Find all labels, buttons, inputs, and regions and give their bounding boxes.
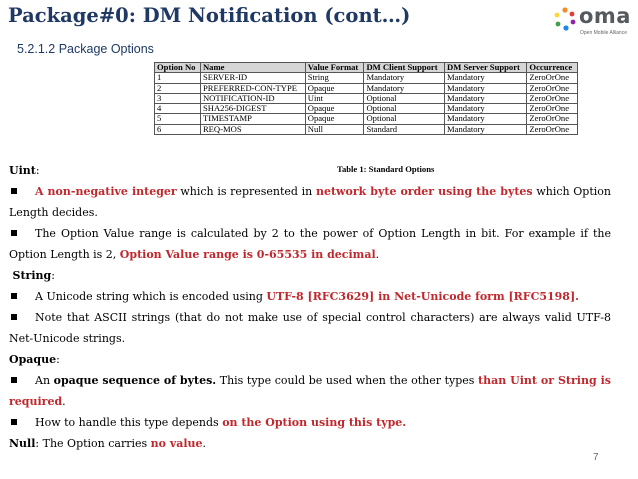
- column-header: Option No: [155, 63, 201, 73]
- table-cell: Uint: [305, 93, 364, 103]
- table-cell: Opaque: [305, 104, 364, 114]
- opaque-heading: Opaque:: [9, 353, 60, 366]
- table-cell: Opaque: [305, 83, 364, 93]
- table-cell: REQ-MOS: [200, 124, 305, 134]
- logo-wordmark: oma: [579, 4, 631, 28]
- table-cell: 4: [155, 104, 201, 114]
- body-text: A Unicode string which is encoded using: [35, 290, 267, 303]
- string-bullet-1: [9, 286, 611, 307]
- table-cell: 5: [155, 114, 201, 124]
- emphasis-text: than Uint or String is required: [9, 374, 611, 408]
- table-cell: Mandatory: [364, 73, 445, 83]
- column-header: Name: [200, 63, 305, 73]
- body-text: : The Option carries: [35, 437, 151, 450]
- table-caption: Table 1: Standard Options: [337, 164, 435, 174]
- column-header: Occurrence: [527, 63, 578, 73]
- square-bullet-icon: [11, 314, 17, 320]
- bold-text: opaque sequence of bytes.: [53, 374, 217, 387]
- table-cell: Mandatory: [445, 93, 527, 103]
- table-row: [155, 93, 578, 103]
- body-text: This type could be used when the other types: [216, 374, 478, 387]
- string-bullet-2: [9, 307, 611, 349]
- emphasis-text: Option Value range is 0-65535 in decimal: [119, 248, 376, 261]
- emphasis-text: UTF-8 [RFC3629] in Net-Unicode form [RFC5198].: [266, 290, 579, 303]
- body-text: An: [35, 374, 54, 387]
- column-header: Value Format: [305, 63, 364, 73]
- opaque-bullet-1: An opaque sequence of bytes. This type could be used when the other types than Uint or String is required.: [9, 374, 611, 408]
- table-cell: Mandatory: [445, 73, 527, 83]
- body-text: which Option Length decides.: [9, 185, 611, 219]
- table-cell: Optional: [364, 104, 445, 114]
- table-cell: 2: [155, 83, 201, 93]
- body-text: which is represented in: [176, 185, 316, 198]
- column-header: DM Client Support: [364, 63, 445, 73]
- uint-heading: Uint:: [9, 164, 40, 177]
- table-cell: Mandatory: [445, 124, 527, 134]
- table-cell: 3: [155, 93, 201, 103]
- table-cell: Standard: [364, 124, 445, 134]
- table-cell: ZeroOrOne: [527, 114, 578, 124]
- table-cell: ZeroOrOne: [527, 73, 578, 83]
- uint-bullet-2: The Option Value range is calculated by 2 to the power of Option Length in bit. For example if the Option Length is 2, Option Value range is 0-65535 in decimal.: [9, 227, 611, 261]
- string-heading: String:: [12, 269, 55, 282]
- standard-options-table: [154, 62, 578, 135]
- table-row: [155, 114, 578, 124]
- table-row: [155, 73, 578, 83]
- page-number: 7: [593, 452, 599, 463]
- table-cell: PREFERRED-CON-TYPE: [200, 83, 305, 93]
- body-text: How to handle this type depends: [35, 416, 223, 429]
- null-line: Null: The Option carries no value.: [9, 437, 207, 450]
- slide-body: [9, 160, 611, 454]
- table-cell: Opaque: [305, 114, 364, 124]
- type-label-string: String: [12, 269, 52, 282]
- type-label-null: Null: [9, 437, 36, 450]
- table-cell: 1: [155, 73, 201, 83]
- emphasis-text: no value: [150, 437, 203, 450]
- square-bullet-icon: [11, 419, 17, 425]
- emphasis-text: A non-negative integer: [35, 185, 177, 198]
- table-cell: ZeroOrOne: [527, 83, 578, 93]
- table-row: [155, 83, 578, 93]
- type-label-uint: Uint: [9, 164, 36, 177]
- oma-logo: [553, 4, 635, 41]
- emphasis-text: network byte order using the bytes: [315, 185, 533, 198]
- slide-title: Package#0: DM Notification (cont…): [8, 4, 411, 27]
- table-cell: Null: [305, 124, 364, 134]
- square-bullet-icon: [11, 230, 17, 236]
- square-bullet-icon: [11, 293, 17, 299]
- table-cell: ZeroOrOne: [527, 124, 578, 134]
- table-cell: Optional: [364, 114, 445, 124]
- uint-bullet-1: [9, 181, 611, 223]
- opaque-bullet-2: [9, 412, 611, 433]
- column-header: DM Server Support: [445, 63, 527, 73]
- table-cell: SERVER-ID: [200, 73, 305, 83]
- table-row: [155, 124, 578, 134]
- table-cell: ZeroOrOne: [527, 93, 578, 103]
- table-cell: 6: [155, 124, 201, 134]
- table-cell: Optional: [364, 93, 445, 103]
- table-cell: Mandatory: [364, 83, 445, 93]
- table-cell: ZeroOrOne: [527, 104, 578, 114]
- type-label-opaque: Opaque: [9, 353, 57, 366]
- square-bullet-icon: [11, 188, 17, 194]
- table-row: [155, 104, 578, 114]
- oma-logo-icon: [553, 7, 577, 31]
- emphasis-text: on the Option using this type.: [222, 416, 407, 429]
- table-cell: TIMESTAMP: [200, 114, 305, 124]
- body-text: The Option Value range is calculated by 2 to the power of Option Length in bit. For example if the Option Length is 2,: [9, 227, 611, 261]
- square-bullet-icon: [11, 377, 17, 383]
- table-header-row: [155, 63, 578, 73]
- section-heading: 5.2.1.2 Package Options: [17, 42, 154, 56]
- table-cell: Mandatory: [445, 114, 527, 124]
- table-cell: String: [305, 73, 364, 83]
- table-cell: Mandatory: [445, 104, 527, 114]
- logo-tagline: Open Mobile Alliance: [580, 30, 627, 36]
- body-text: Note that ASCII strings (that do not make use of special control characters) are always valid UTF-8 Net-Unicode strings.: [9, 311, 611, 345]
- table-cell: NOTIFICATION-ID: [200, 93, 305, 103]
- table-cell: Mandatory: [445, 83, 527, 93]
- table-cell: SHA256-DIGEST: [200, 104, 305, 114]
